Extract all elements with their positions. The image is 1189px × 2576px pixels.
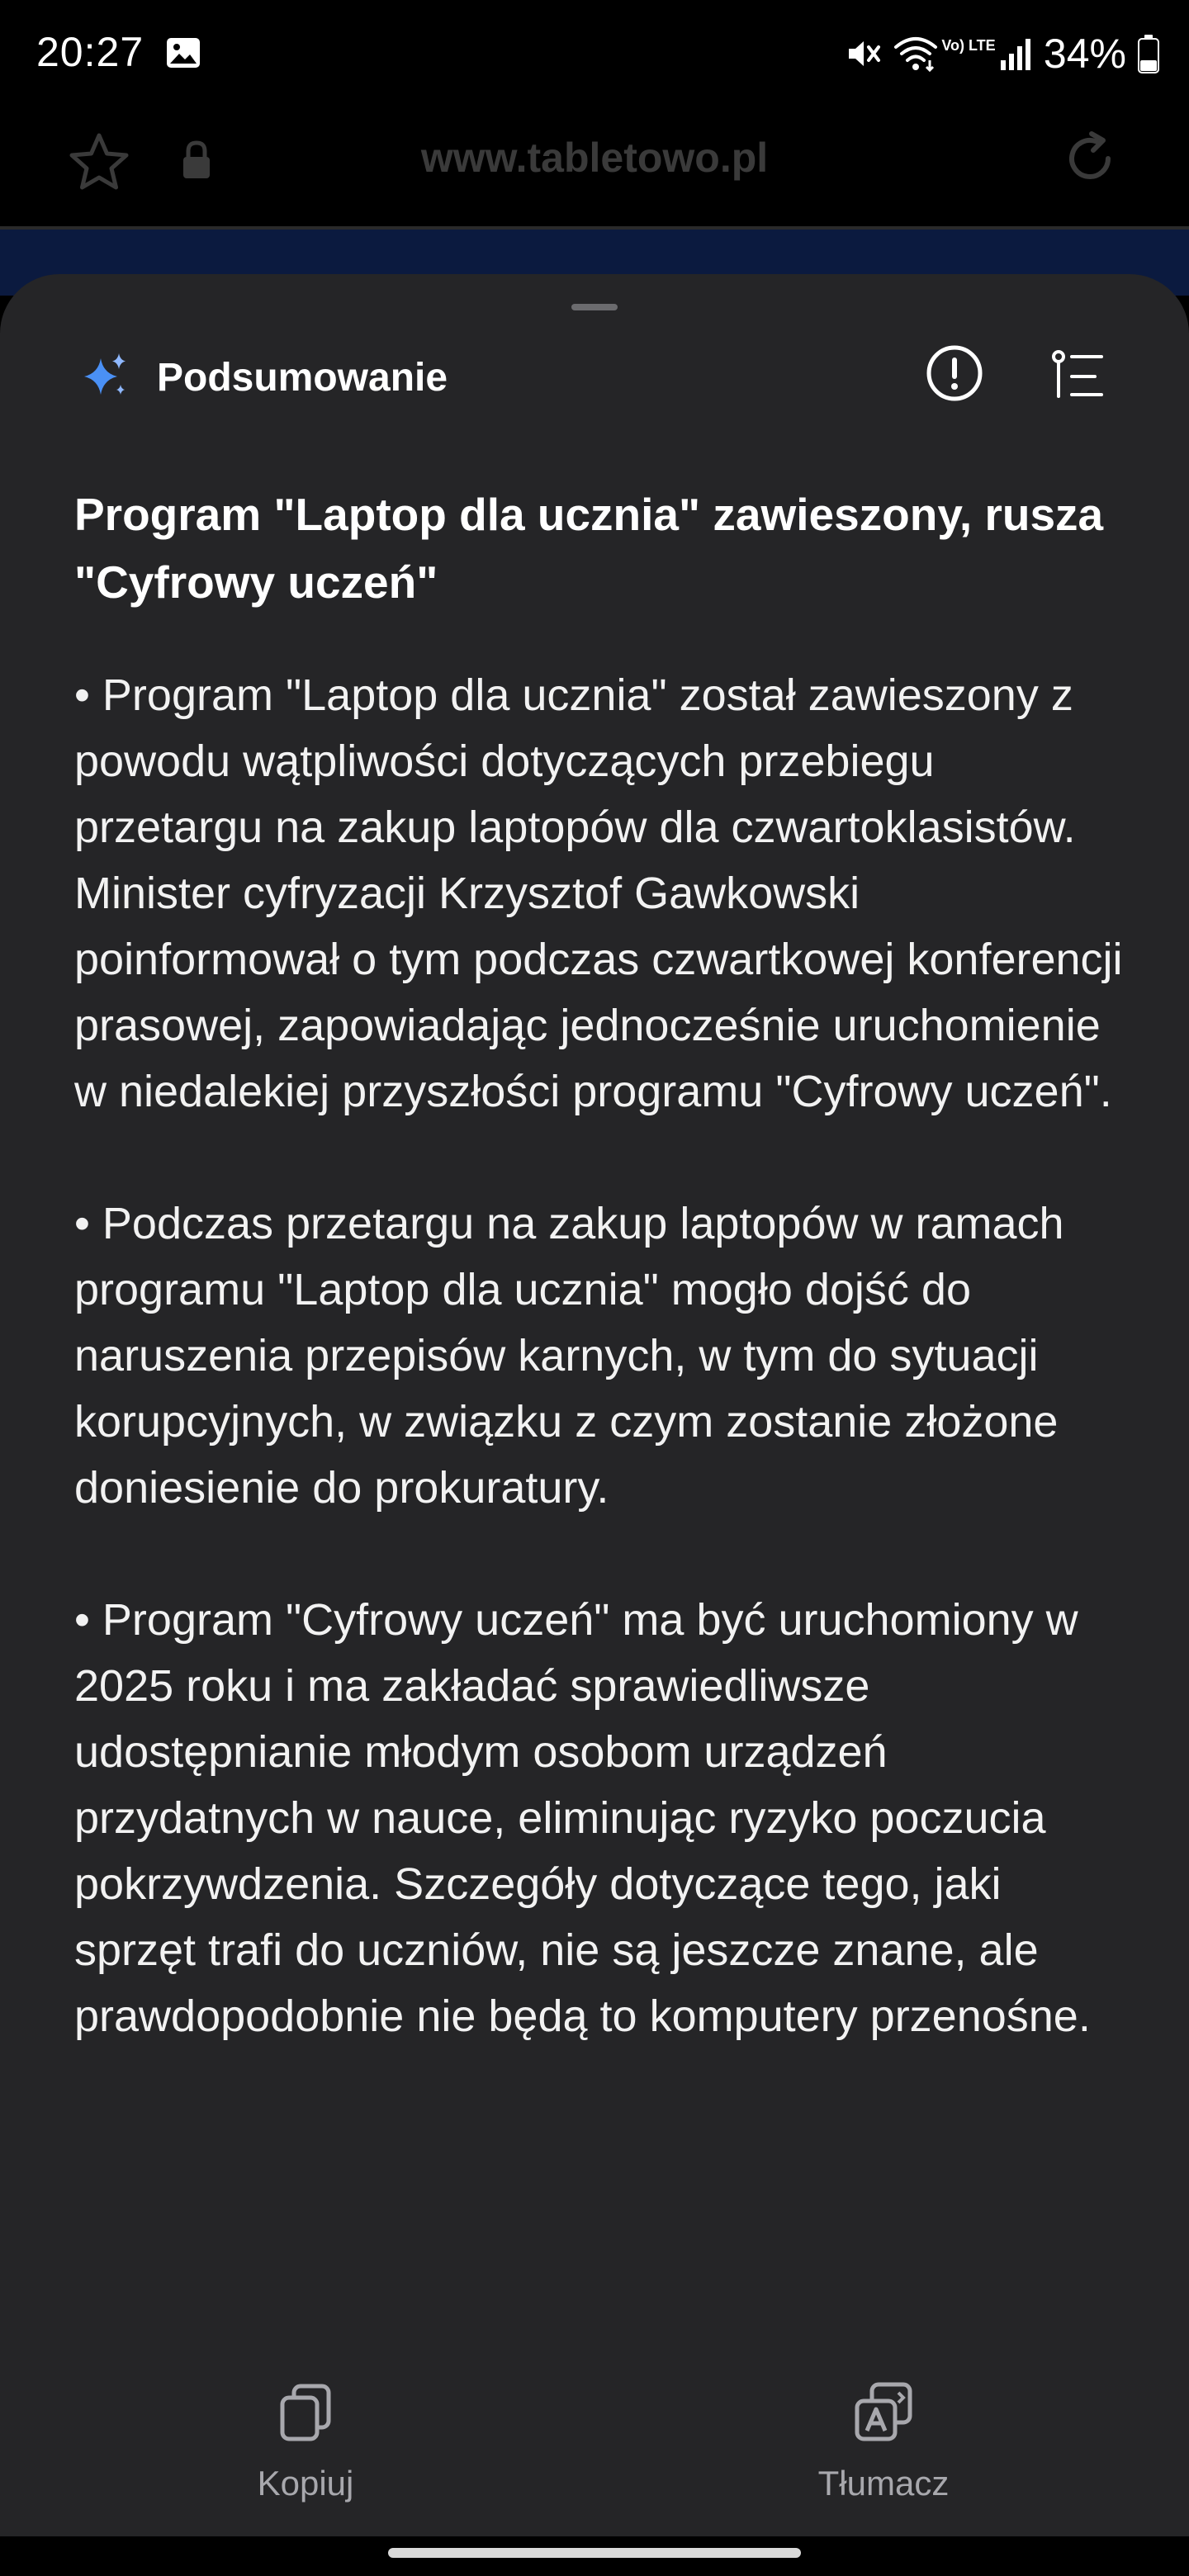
summary-headline: Program "Laptop dla ucznia" zawieszony, rusza "Cyfrowy uczeń" — [74, 489, 1104, 608]
signal-icon — [999, 36, 1032, 72]
copy-label: Kopiuj — [257, 2464, 354, 2503]
translate-button[interactable] — [760, 2381, 1007, 2503]
volte-label: Vo) LTE — [941, 37, 996, 54]
battery-icon — [1138, 34, 1159, 73]
battery-percent: 34% — [1043, 31, 1126, 77]
sparkle-icon — [79, 350, 132, 403]
lock-icon — [180, 140, 213, 180]
summary-bullet: • Podczas przetargu na zakup laptopów w ramach programu "Laptop dla ucznia" mogło dojść do naruszenia przepisów karnych, w tym do sytuacji korupcyjnych, w związku z czym zostanie złożone doniesienie do prokuratury. — [74, 1199, 1077, 1513]
url-bar[interactable]: www.tabletowo.pl — [420, 135, 769, 181]
star-icon[interactable] — [68, 130, 130, 193]
status-time: 20:27 — [36, 29, 144, 75]
gallery-icon — [165, 36, 201, 69]
wifi-icon — [893, 36, 938, 72]
action-bar — [0, 2312, 1189, 2536]
sheet-title: Podsumowanie — [157, 356, 448, 400]
translate-icon — [852, 2381, 915, 2444]
copy-icon — [274, 2381, 337, 2444]
translate-label: Tłumacz — [817, 2464, 950, 2503]
settings-icon[interactable] — [1049, 345, 1106, 403]
copy-button[interactable] — [182, 2381, 429, 2503]
volte-icon — [941, 34, 996, 73]
navigation-bar — [0, 2536, 1189, 2576]
mute-icon — [846, 36, 882, 72]
info-icon[interactable] — [925, 343, 984, 403]
status-bar — [0, 0, 1189, 112]
reload-icon[interactable] — [1060, 129, 1120, 188]
status-icons — [846, 25, 1159, 83]
home-indicator[interactable] — [388, 2548, 801, 2558]
summary-bullet: • Program "Cyfrowy uczeń" ma być uruchomiony w 2025 roku i ma zakładać sprawiedliwsze udostępnianie młodym osobom urządzeń przydatnych w nauce, eliminując ryzyko poczucia pokrzywdzenia. Szczegóły dotyczące tego, jaki sprzęt trafi do uczniów, nie są jeszcze znane, ale prawdopodobnie nie będą to komputery przenośne. — [74, 1595, 1091, 2041]
summary-sheet — [0, 274, 1189, 2536]
summary-bullet: • Program "Laptop dla ucznia" został zawieszony z powodu wątpliwości dotyczących przebiegu przetargu na zakup laptopów dla czwartoklasistów. Minister cyfryzacji Krzysztof Gawkowski poinformował o tym podczas czwartkowej konferencji prasowej, zapowiadając jednocześnie uruchomienie w niedalekiej przyszłości programu "Cyfrowy uczeń". — [74, 670, 1135, 1116]
sheet-drag-handle[interactable] — [571, 304, 618, 310]
summary-content — [74, 481, 1135, 2049]
